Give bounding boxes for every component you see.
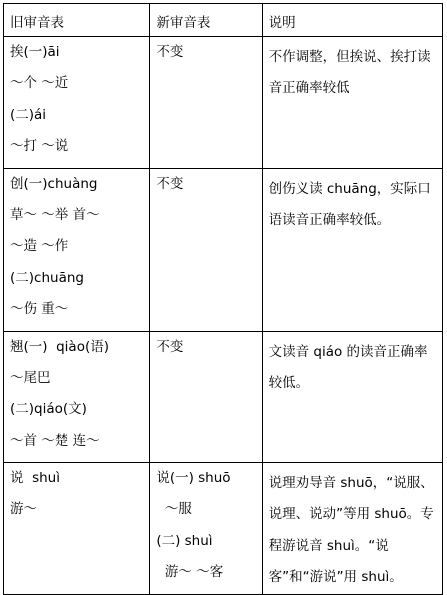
- old-line: (二)ái: [10, 106, 47, 123]
- new-pronunciation-cell: [150, 168, 262, 331]
- explanation-cell: [262, 463, 442, 595]
- new-line: 游～ ～客: [156, 564, 224, 581]
- header-old-table: 旧审音表: [4, 4, 150, 37]
- new-line: 不变: [156, 338, 184, 355]
- explanation-text: 创伤义读 chuāng，实际口语读音正确率较低。: [268, 180, 431, 228]
- old-pronunciation-cell: [4, 37, 150, 169]
- explanation-text: 文读音 qiáo 的读音正确率较低。: [268, 343, 428, 391]
- old-pronunciation-cell: [4, 168, 150, 331]
- explanation-text: 说理劝导音 shuō，“说服、说理、说动”等用 shuō。专程游说音 shuì。“说客”和“游说”用 shuì。: [268, 475, 434, 586]
- old-line: 草～ ～举 首～: [10, 206, 100, 223]
- new-pronunciation-cell: [150, 331, 262, 463]
- new-line: 不变: [156, 175, 184, 192]
- old-pronunciation-cell: [4, 331, 150, 463]
- old-line: ～伤 重～: [10, 301, 69, 318]
- old-line: ～个 ～近: [10, 75, 69, 92]
- pronunciation-table: [3, 3, 443, 595]
- old-line: ～打 ～说: [10, 138, 69, 155]
- explanation-cell: [262, 37, 442, 169]
- new-line: ～服: [156, 501, 192, 518]
- new-pronunciation-cell: [150, 37, 262, 169]
- old-line: 创(一)chuàng: [10, 175, 98, 192]
- old-line: ～尾巴: [10, 369, 51, 386]
- old-line: (二)chuāng: [10, 269, 84, 286]
- table-row: [4, 331, 443, 463]
- table-row: [4, 37, 443, 169]
- old-line: 挨(一)āi: [10, 44, 60, 60]
- header-explanation: 说明: [262, 4, 442, 37]
- header-new-table: 新审音表: [150, 4, 262, 37]
- explanation-cell: [262, 331, 442, 463]
- explanation-cell: [262, 168, 442, 331]
- old-line: ～造 ～作: [10, 238, 69, 255]
- old-line: 翘(一) qiào(语): [10, 338, 110, 355]
- explanation-text: 不作调整，但挨说、挨打读音正确率较低: [268, 49, 431, 97]
- old-line: ～首 ～楚 连～: [10, 432, 100, 449]
- table-row: [4, 168, 443, 331]
- new-line: 说(一) shuō: [156, 470, 231, 487]
- new-line: (二) shuì: [156, 532, 213, 549]
- new-line: 不变: [156, 44, 184, 60]
- old-line: 说 shuì: [10, 470, 60, 487]
- table-row: [4, 463, 443, 595]
- old-pronunciation-cell: [4, 463, 150, 595]
- header-row: [4, 4, 443, 37]
- new-pronunciation-cell: [150, 463, 262, 595]
- old-line: 游～: [10, 501, 37, 518]
- old-line: (二)qiáo(文): [10, 401, 87, 418]
